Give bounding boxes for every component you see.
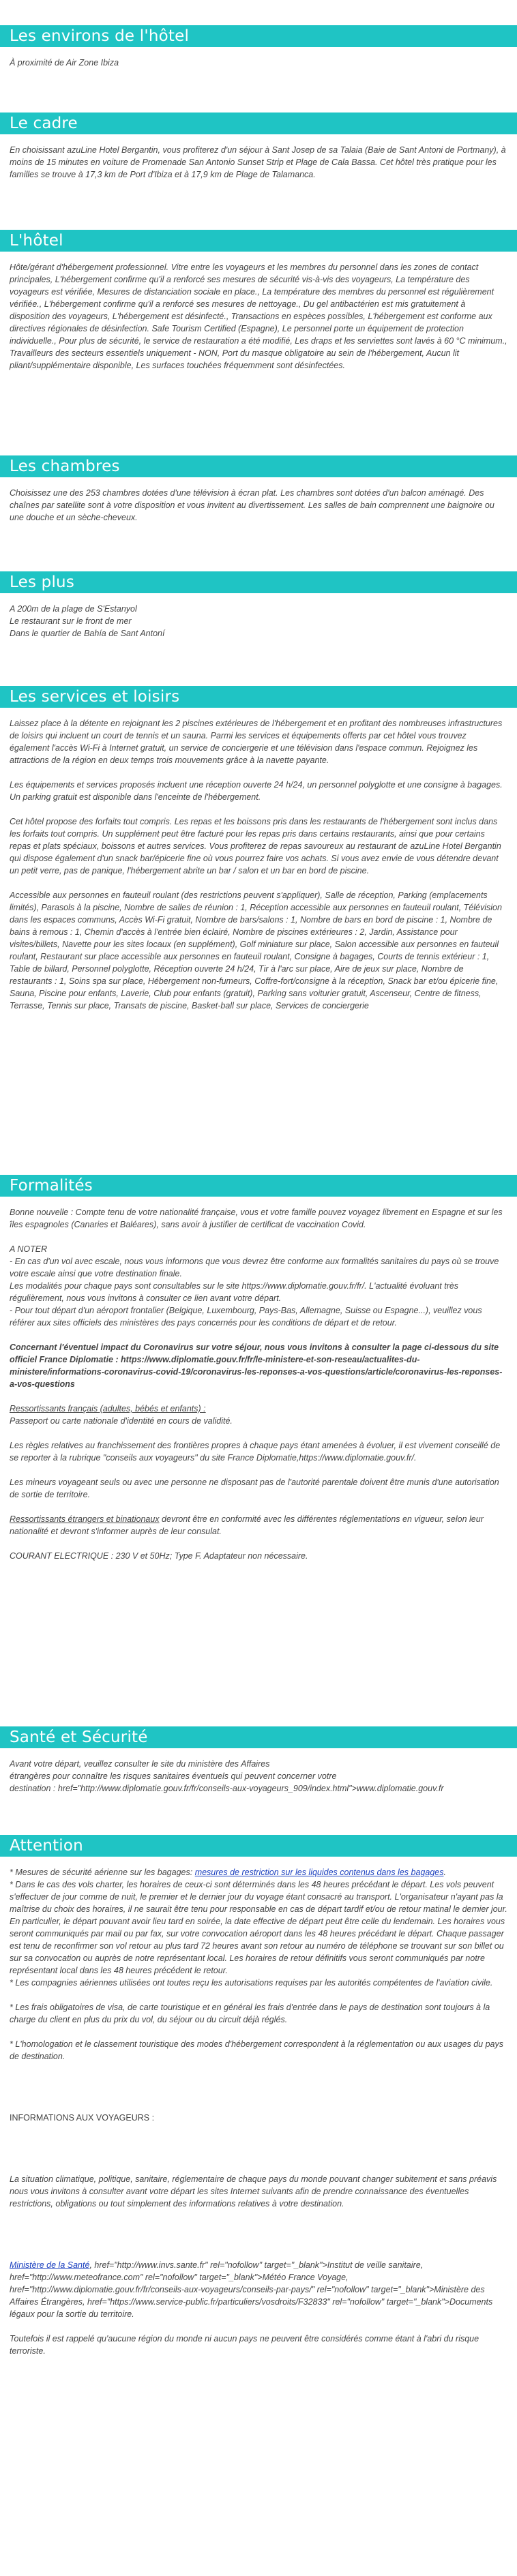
- mineurs-text: Les mineurs voyageant seuls ou avec une personne ne disposant pas de l'autorité parentale doivent être munis d'une autorisation de sortie de territoire.: [10, 1478, 499, 1499]
- attention-horaires: * Dans le cas des vols charter, les horaires de ceux-ci sont déterminés dans les 48 heures précédant le départ. Les vols peuvent s'effectuer de jour comme de nuit, le premier et le dernier jour du voyage étant consacré au transport. L'organisateur n'ayant pas la maîtrise du choix des horaires, il ne saurait être tenu pour responsable en cas de départ tardif et/ou de retour matinal le dernier jour. En particulier, le départ pouvant avoir lieu tard en soirée, la date effective de départ peut être celle du lendemain. Les horaires vous seront communiqués par mail ou par fax, sur votre convocation aéroport dans les 48 heures précédant le départ. Chaque passager est tenu de reconfirmer son vol retour au plus tard 72 heures avant son retour au numéro de téléphone se trouvant sur son billet ou sur sa convocation ou auprès de notre représentant local. Les horaires de retour définitifs vous seront communiqués par notre représentant local dans les 48 heures précédent le retour.: [10, 1880, 507, 1975]
- terrorisme-text: Toutefois il est rappelé qu'aucune région du monde ni aucun pays ne peuvent être considérés comme étant à l'abri du risque terroriste.: [10, 2334, 479, 2356]
- section-title: Les services et loisirs: [0, 686, 517, 708]
- section-services: [0, 686, 517, 1012]
- section-title: Formalités: [0, 1175, 517, 1197]
- section-environs: [0, 25, 517, 69]
- section-chambres: [0, 455, 517, 524]
- situation-line: nous vous invitons à consulter avant votre départ les sites Internet suivants afin de prendre connaissance des éventuelles restrictions, obligations ou tout simplement des informations relatives à votre destination.: [10, 2187, 469, 2208]
- note-title: A NOTER: [10, 1244, 48, 1254]
- services-amenities: Accessible aux personnes en fauteuil roulant (des restrictions peuvent s'appliquer), Salle de réception, Parking (emplacements limités), Parasols à la piscine, Nombre de salles de réunion : 1, Réception accessible aux personnes en fauteuil roulant, Télévision dans les espaces communs, Accès Wi-Fi gratuit, Nombre de bars/salons : 1, Nombre de bars en bord de piscine : 1, Nombre de bains à remous : 1, Chemin d'accès à l'entrée bien éclairé, Nombre de piscines extérieures : 2, Jardin, Assistance pour visites/billets, Navette pour les sites locaux (en supplément), Golf miniature sur place, Salon accessible aux personnes en fauteuil roulant, Restaurant sur place accessible aux personnes en fauteuil roulant, Consigne à bagages, Courts de tennis extérieur : 1, Table de billard, Personnel polyglotte, Réception ouverte 24 h/24, Tir à l'arc sur place, Aire de jeux sur place, Nombre de restaurants : 1, Soins spa sur place, Hébergement non-fumeurs, Coffre-fort/consigne à la réception, Snack bar et/ou épicerie fine, Sauna, Piscine pour enfants, Laverie, Club pour enfants (gratuit), Parking sans voiturier gratuit, Ascenseur, Centre de fitness, Terrasse, Tennis sur place, Transats de piscine, Basket-ball sur place, Services de conciergerie: [10, 890, 502, 1010]
- formalites-intro: Bonne nouvelle : Compte tenu de votre nationalité française, vous et votre famille pouvez voyagez librement en Espagne et sur les îles espagnoles (Canaries et Baléares), sans avoir à justifier de certificat de vaccination Covid.: [10, 1208, 503, 1229]
- section-content: [0, 477, 517, 524]
- infos-voyageurs-title: INFORMATIONS AUX VOYAGEURS :: [10, 2113, 155, 2123]
- section-sante: [0, 1726, 517, 1795]
- liquid-restriction-link[interactable]: mesures de restriction sur les liquides contenus dans les bagages: [194, 1868, 444, 1877]
- section-content: [0, 1748, 517, 1795]
- ressortissants-fr-title: Ressortissants français (adultes, bébés et enfants) :: [10, 1404, 206, 1413]
- chambres-text: Choisissez une des 253 chambres dotées d'une télévision à écran plat. Les chambres sont dotées d'un balcon aménagé. Des chaînes par satellite sont à votre disposition et vous invitent au divertissement. Les salles de bain comprennent une baignoire ou une douche et un sèche-cheveux.: [10, 488, 494, 522]
- plus-line: A 200m de la plage de S'Estanyol: [10, 604, 137, 614]
- plus-line: Dans le quartier de Bahía de Sant Antoní: [10, 629, 165, 638]
- note-line: - Pour tout départ d'un aéroport frontalier (Belgique, Luxembourg, Pays-Bas, Allemagne, Suisse ou Espagne...), veuillez vous référer aux sites officiels des ministères des pays concernés pour les conditions de départ et de retour.: [10, 1306, 482, 1328]
- section-content: [0, 1197, 517, 1562]
- ressortissants-fr: [10, 1403, 507, 1427]
- section-title: Les environs de l'hôtel: [0, 25, 517, 47]
- section-title: Les chambres: [0, 455, 517, 477]
- sante-line: destination : href="http://www.diplomatie.gouv.fr/fr/conseils-aux-voyageurs_909/index.html">www.diplomatie.gouv.fr: [10, 1784, 444, 1793]
- etrangers-title: Ressortissants étrangers et binationaux: [10, 1514, 160, 1524]
- courant-text: COURANT ELECTRIQUE : 230 V et 50Hz; Type F. Adaptateur non nécessaire.: [10, 1551, 308, 1561]
- environs-line: À proximité de Air Zone Ibiza: [10, 58, 119, 68]
- etrangers: [10, 1513, 507, 1538]
- etrangers-text: devront être en conformité avec les différentes réglementations en vigueur, selon leur nationalité et devront s'informer auprès de leur consulat.: [10, 1514, 484, 1536]
- section-content: [0, 593, 517, 640]
- attention-mesures: [10, 1866, 507, 1878]
- cadre-text: En choisissant azuLine Hotel Bergantin, vous profiterez d'un séjour à Sant Josep de sa Talaia (Baie de Sant Antoni de Portmany), à moins de 15 minutes en voiture de Promenade San Antonio Sunset Strip et Plage de Cala Bassa. Cet hôtel très pratique pour les familles se trouve à 17,3 km de Port d'Ibiza et à 17,9 km de Plage de Talamanca.: [10, 145, 506, 179]
- hotel-text: Hôte/gérant d'hébergement professionnel. Vitre entre les voyageurs et les membres du personnel dans les zones de contact principales, L'hébergement confirme qu'il a renforcé ses mesures de sécurité vis-à-vis des voyageurs, La température des voyageurs est vérifiée, Mesures de distanciation sociale en place., La température des membres du personnel est régulièrement vérifiée., L'hébergement confirme qu'il a renforcé ses mesures de nettoyage., Du gel antibactérien est mis gratuitement à disposition des voyageurs, L'hébergement est désinfecté., Transactions en espèces possibles, L'hébergement est conforme aux directives régionales de désinfection. Safe Tourism Certified (Espagne), Le personnel porte un équipement de protection individuelle., Pour plus de sécurité, le service de restauration a été modifié, Les draps et les serviettes sont lavés à 60 °C minimum., Travailleurs des secteurs essentiels uniquement - NON, Port du masque obligatoire au sein de l'hébergement, Aucun lit pliant/supplémentaire disponible, Les surfaces touchées fréquemment sont désinfectées.: [10, 263, 507, 370]
- mesures-prefix: * Mesures de sécurité aérienne sur les bagages:: [10, 1868, 195, 1877]
- section-content: [0, 252, 517, 372]
- note-block: [10, 1243, 507, 1329]
- services-paragraph: Les équipements et services proposés incluent une réception ouverte 24 h/24, un personnel polyglotte et une consigne à bagages. Un parking gratuit est disponible dans l'enceinte de l'hébergement.: [10, 780, 503, 802]
- section-content: [0, 134, 517, 181]
- section-title: L'hôtel: [0, 230, 517, 252]
- sante-line: étrangères pour connaître les risques sanitaires éventuels qui peuvent concerner votre: [10, 1771, 337, 1781]
- sites-block: [10, 2259, 507, 2320]
- ministere-sante-link[interactable]: Ministère de la Santé: [10, 2260, 90, 2270]
- section-hotel: [0, 230, 517, 372]
- regles-text: Les règles relatives au franchissement des frontières propres à chaque pays étant amenées à évoluer, il est vivement conseillé de se reporter à la rubrique "conseils aux voyageurs" du site France Diplomatie,https://www.diplomatie.gouv.fr/.: [10, 1441, 501, 1463]
- sites-list: , href="http://www.invs.sante.fr" rel="nofollow" target="_blank">Institut de veille sanitaire, href="http://www.meteofrance.com" rel="nofollow" target="_blank">Météo France Voyage, href="http://www.diplomatie.gouv.fr/fr/conseils-aux-voyageurs/conseils-par-pays/" rel="nofollow" target="_blank">Ministère des Affaires Étrangères, href="https://www.service-public.fr/particuliers/vosdroits/F32833" rel="nofollow" target="_blank">Documents légaux pour la sortie du territoire.: [10, 2260, 493, 2319]
- section-title: Attention: [0, 1835, 517, 1857]
- section-content: [0, 708, 517, 1012]
- note-line: Les modalités pour chaque pays sont consultables sur le site https://www.diplomatie.gouv.fr/fr/. L'actualité évoluant très régulièrement, nous vous invitons à consulter ce lien avant votre départ.: [10, 1281, 459, 1303]
- attention-compagnies: * Les compagnies aériennes utilisées ont toutes reçu les autorisations requises par les autorités compétentes de l'aviation civile.: [10, 1978, 493, 1988]
- note-line: - En cas d'un vol avec escale, nous vous informons que vous devrez être conforme aux formalités sanitaires du pays où se trouve votre escale ainsi que votre destination finale.: [10, 1257, 499, 1278]
- services-paragraph: Laissez place à la détente en rejoignant les 2 piscines extérieures de l'hébergement et en profitant des nombreuses infrastructures de loisirs qui incluent un court de tennis et un sauna. Parmi les services et équipements offerts par cet hôtel vous trouvez également l'accès Wi-Fi à Internet gratuit, un service de conciergerie et une télévision dans l'espace commun. Rejoignez les attractions de la région en deux temps trois mouvements grâce à la navette payante.: [10, 719, 503, 765]
- attention-homologation: * L'homologation et le classement touristique des modes d'hébergement correspondent à la réglementation ou aux usages du pays de destination.: [10, 2039, 503, 2061]
- section-plus: [0, 571, 517, 640]
- section-content: [0, 47, 517, 69]
- section-title: Le cadre: [0, 113, 517, 134]
- section-content: [0, 1857, 517, 2357]
- situation-line: La situation climatique, politique, sanitaire, réglementaire de chaque pays du monde pouvant changer subitement et sans préavis: [10, 2174, 497, 2184]
- situation-block: [10, 2173, 507, 2210]
- attention-frais: * Les frais obligatoires de visa, de carte touristique et en général les frais d'entrée dans le pays de destination sont toujours à la charge du client en plus du prix du vol, du séjour ou du circuit déjà réglés.: [10, 2003, 490, 2024]
- section-cadre: [0, 113, 517, 181]
- section-formalites: [0, 1175, 517, 1562]
- services-paragraph: Cet hôtel propose des forfaits tout compris. Les repas et les boissons pris dans les restaurants de l'hébergement sont inclus dans les forfaits tout compris. Un supplément peut être facturé pour les repas pris dans certains restaurants, ainsi que pour certains repas et plats spéciaux, boissons et autres services. Vous profiterez de repas savoureux au restaurant de azuLine Hotel Bergantin qui dispose également d'un snack bar/épicerie fine où vous pourrez faire vos achats. Si vous avez envie de vous détendre devant un petit verre, pas de panique, l'hébergement abrite un bar / salon et un bar en bord de piscine.: [10, 817, 501, 875]
- mesures-suffix: .: [443, 1868, 446, 1877]
- section-title: Santé et Sécurité: [0, 1726, 517, 1748]
- ressortissants-fr-text: Passeport ou carte nationale d'identité en cours de validité.: [10, 1416, 233, 1426]
- plus-line: Le restaurant sur le front de mer: [10, 616, 132, 626]
- section-attention: [0, 1835, 517, 2357]
- sante-line: Avant votre départ, veuillez consulter le site du ministère des Affaires: [10, 1759, 270, 1769]
- covid-notice: Concernant l'éventuel impact du Coronavirus sur votre séjour, nous vous invitons à consulter la page ci-dessous du site officiel France Diplomatie : https://www.diplomatie.gouv.fr/fr/le-ministere-et-son-reseau/actualites-du-ministere/informations-coronavirus-covid-19/coronavirus-les-reponses-a-vos-questions/article/coronavirus-les-reponses-a-vos-questions: [10, 1343, 503, 1389]
- section-title: Les plus: [0, 571, 517, 593]
